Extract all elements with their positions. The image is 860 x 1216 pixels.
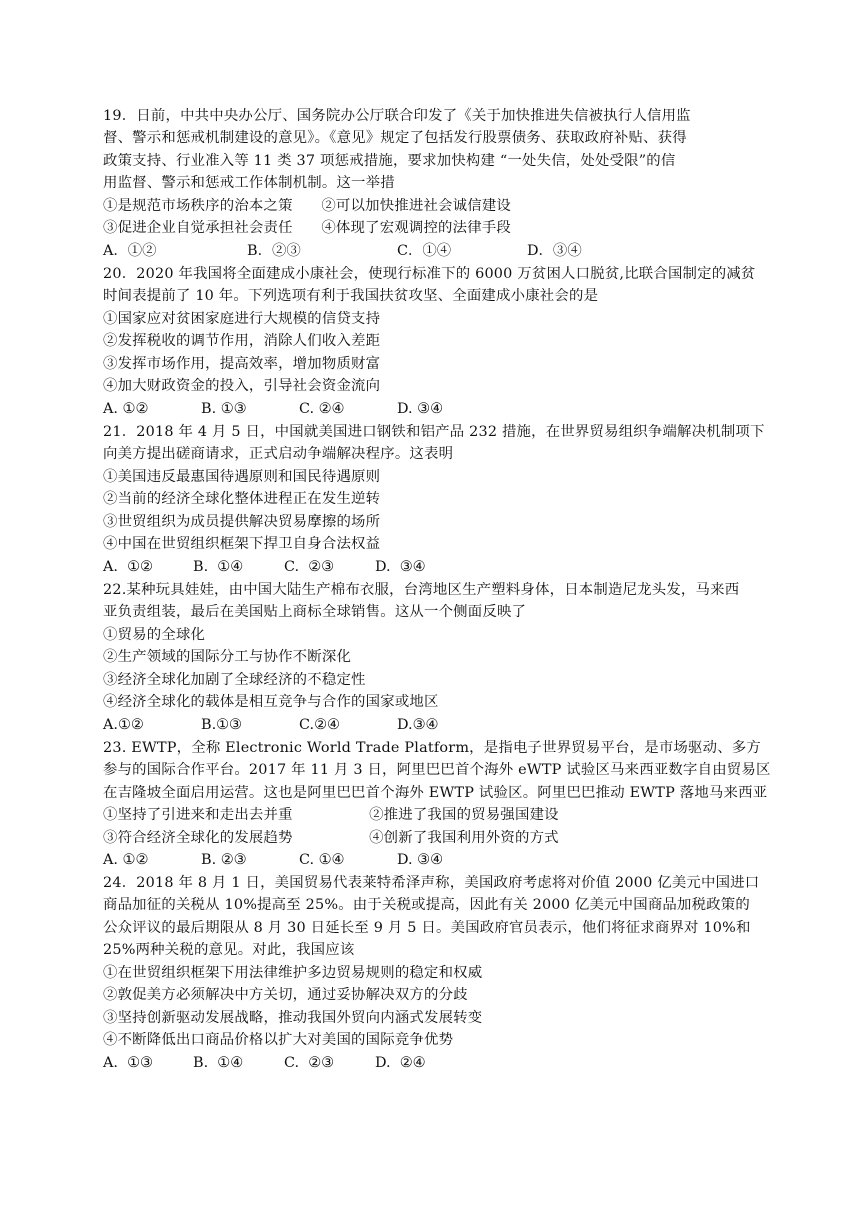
question-19-line-1: 19．日前，中共中央办公厅、国务院办公厅联合印发了《关于加快推进失信被执行人信用监 <box>103 108 691 124</box>
option-a: A. ①③ <box>103 1055 153 1071</box>
option-d: D．③④ <box>527 243 582 259</box>
question-24-line-4: 25%两种关税的意见。对此，我国应该 <box>103 942 355 958</box>
question-21-line-2: 向美方提出磋商请求，正式启动争端解决程序。这表明 <box>103 446 454 462</box>
option-a: A.①② <box>103 717 144 733</box>
option-a: A. ①② <box>103 852 149 868</box>
question-24-line-1: 24．2018 年 8 月 1 日，美国贸易代表莱特希泽声称，美国政府考虑将对价值 2000 亿美元中国进口 <box>103 875 760 891</box>
question-22-line-1: 22.某种玩具娃娃，由中国大陆生产棉布衣服，台湾地区生产塑料身体，日本制造尼龙头发，马来西 <box>103 582 740 598</box>
question-21-line-1: 21．2018 年 4 月 5 日，中国就美国进口钢铁和铝产品 232 措施，在世界贸易组织争端解决机制项下 <box>103 424 765 440</box>
question-20-choice-line-1: ①国家应对贫困家庭进行大规模的信贷支持 <box>103 311 381 327</box>
question-19-choice-line-1: ①是规范市场秩序的治本之策 ②可以加快推进社会诚信建设 <box>103 198 512 214</box>
question-21-choice-line-3: ③世贸组织为成员提供解决贸易摩擦的场所 <box>103 514 381 530</box>
question-19-line-4: 用监督、警示和惩戒工作体制机制。这一举措 <box>103 175 395 191</box>
question-20-choice-line-4: ④加大财政资金的投入，引导社会资金流向 <box>103 378 381 394</box>
option-a: A. ①② <box>103 401 149 417</box>
option-c: C. ②④ <box>299 401 345 417</box>
option-b: B. ①④ <box>193 1055 244 1071</box>
question-23-choice-line-2: ③符合经济全球化的发展趋势 ④创新了我国利用外资的方式 <box>103 830 559 846</box>
option-c: C. ①④ <box>299 852 345 868</box>
option-c: C. ②③ <box>284 1055 335 1071</box>
question-21-choice-line-2: ②当前的经济全球化整体进程正在发生逆转 <box>103 491 381 507</box>
option-b: B. ①③ <box>201 401 247 417</box>
question-21-choice-line-1: ①美国违反最惠国待遇原则和国民待遇原则 <box>103 469 381 485</box>
question-22-line-2: 亚负责组装，最后在美国贴上商标全球销售。这从一个侧面反映了 <box>103 604 527 620</box>
option-c: C. ②③ <box>284 559 335 575</box>
question-22-choice-line-2: ②生产领域的国际分工与协作不断深化 <box>103 649 352 665</box>
option-b: B. ②③ <box>201 852 247 868</box>
option-d: D.③④ <box>397 717 439 733</box>
question-22-choice-line-3: ③经济全球化加剧了全球经济的不稳定性 <box>103 672 366 688</box>
question-22-choice-line-1: ①贸易的全球化 <box>103 627 206 643</box>
option-d: D. ③④ <box>375 559 426 575</box>
question-23-choice-line-1: ①坚持了引进来和走出去并重 ②推进了我国的贸易强国建设 <box>103 807 559 823</box>
option-a: A．①② <box>103 243 157 259</box>
question-24-choice-line-1: ①在世贸组织框架下用法律维护多边贸易规则的稳定和权威 <box>103 965 483 981</box>
option-b: B. ①④ <box>193 559 244 575</box>
question-21-choice-line-4: ④中国在世贸组织框架下捍卫自身合法权益 <box>103 536 381 552</box>
question-24-choice-line-4: ④不断降低出口商品价格以扩大对美国的国际竞争优势 <box>103 1032 454 1048</box>
question-19-choice-line-2: ③促进企业自觉承担社会责任 ④体现了宏观调控的法律手段 <box>103 220 512 236</box>
question-23-line-3: 在吉隆坡全面启用运营。这也是阿里巴巴首个海外 EWTP 试验区。阿里巴巴推动 EWTP 落地马来西亚 <box>103 785 768 801</box>
option-b: B.①③ <box>201 717 242 733</box>
question-19-line-2: 督、警示和惩戒机制建设的意见》。《意见》规定了包括发行股票债务、获取政府补贴、获得 <box>103 130 687 146</box>
option-d: D. ③④ <box>397 401 443 417</box>
option-d: D. ③④ <box>397 852 443 868</box>
option-a: A. ①② <box>103 559 153 575</box>
question-24-line-3: 公众评议的最后期限从 8 月 30 日延长至 9 月 5 日。美国政府官员表示，他们将征求商界对 10%和 <box>103 920 751 936</box>
question-24-line-2: 商品加征的关税从 10%提高至 25%。由于关税或提高，因此有关 2000 亿美元中国商品加税政策的 <box>103 897 750 913</box>
question-20-choice-line-3: ③发挥市场作用，提高效率，增加物质财富 <box>103 356 381 372</box>
question-19-line-3: 政策支持、行业准入等 11 类 37 项惩戒措施，要求加快构建 “一处失信，处处受限”的信 <box>103 153 676 169</box>
question-23-line-1: 23. EWTP，全称 Electronic World Trade Platform，是指电子世界贸易平台，是市场驱动、多方 <box>103 740 761 756</box>
question-20-line-2: 时间表提前了 10 年。下列选项有利于我国扶贫攻坚、全面建成小康社会的是 <box>103 288 599 304</box>
option-c: C．①④ <box>397 243 452 259</box>
question-22-choice-line-4: ④经济全球化的载体是相互竞争与合作的国家或地区 <box>103 694 439 710</box>
question-24-choice-line-3: ③坚持创新驱动发展战略，推动我国外贸向内涵式发展转变 <box>103 1010 483 1026</box>
option-b: B．②③ <box>247 243 301 259</box>
option-d: D. ②④ <box>375 1055 426 1071</box>
question-20-choice-line-2: ②发挥税收的调节作用，消除人们收入差距 <box>103 333 381 349</box>
question-24-choice-line-2: ②敦促美方必须解决中方关切，通过妥协解决双方的分歧 <box>103 987 468 1003</box>
option-c: C.②④ <box>299 717 340 733</box>
question-23-line-2: 参与的国际合作平台。2017 年 11 月 3 日，阿里巴巴首个海外 eWTP 试验区马来西亚数字自由贸易区 <box>103 762 771 778</box>
question-20-line-1: 20．2020 年我国将全面建成小康社会，使现行标准下的 6000 万贫困人口脱贫,比联合国制定的减贫 <box>103 266 756 282</box>
